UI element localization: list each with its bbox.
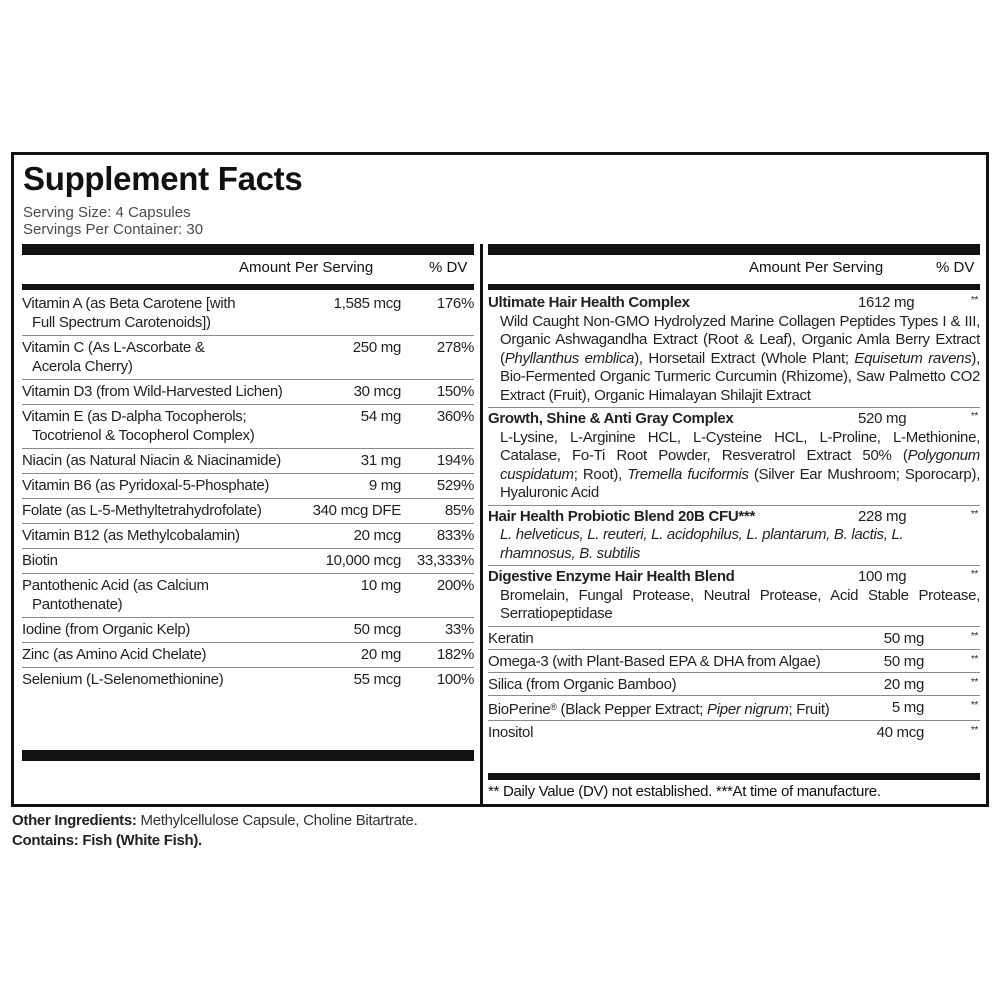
blend-ingredient-text: Phyllanthus emblica: [504, 349, 635, 367]
ingredient-name-part: Piper nigrum: [707, 700, 789, 718]
right-dv-header: % DV: [936, 259, 975, 276]
ingredient-row: [488, 696, 980, 721]
table-row: [22, 380, 474, 405]
blend-ingredient-text: ), Horsetail Extract (Whole Plant;: [634, 349, 855, 367]
left-bottom-rule: [22, 750, 474, 761]
other-ingredients: [12, 811, 417, 851]
nutrient-name: [22, 476, 322, 495]
serving-size: Serving Size: 4 Capsules: [23, 204, 191, 221]
nutrient-dv: 529%: [436, 477, 474, 494]
right-header-rule: [488, 284, 980, 290]
ingredient-amount: 5 mg: [891, 698, 924, 716]
ingredient-name-part: (Black Pepper Extract;: [556, 700, 708, 718]
blend-ingredient-text: Equisetum ravens: [854, 349, 972, 367]
table-row: [22, 474, 474, 499]
blend-ingredient-text: (Silver Ear Mushroom; Sporocarp), Hyaluronic Acid: [500, 465, 981, 501]
blend-dv: **: [970, 569, 978, 580]
nutrient-name-line: Selenium (L-Selenomethionine): [22, 671, 224, 688]
nutrient-name-line: Vitamin B12 (as Methylcobalamin): [22, 527, 240, 544]
blend-ingredient-text: L. helveticus, L. reuteri, L. acidophilus, L. plantarum, B. lactis, L. rhamnosus, B. subtilis: [500, 526, 904, 562]
ingredient-name-part: ; Fruit): [788, 700, 830, 718]
blend-name: Hair Health Probiotic Blend 20B CFU***: [488, 507, 755, 525]
nutrient-name-line: Niacin (as Natural Niacin & Niacinamide): [22, 452, 281, 469]
nutrient-dv: 85%: [444, 502, 474, 519]
ingredient-dv: **: [970, 724, 978, 736]
nutrient-name: [22, 338, 322, 376]
nutrient-name-continued: Acerola Cherry): [32, 358, 133, 375]
nutrient-name: [22, 501, 322, 520]
nutrient-dv: 278%: [436, 339, 474, 356]
page-title: Supplement Facts: [23, 160, 303, 197]
nutrient-name: [22, 294, 322, 332]
nutrient-name: [22, 451, 322, 470]
nutrient-name-line: Vitamin E (as D-alpha Tocopherols;: [22, 408, 247, 425]
nutrient-dv: 182%: [436, 646, 474, 663]
table-row: [22, 499, 474, 524]
nutrient-amount: 54 mg: [360, 408, 401, 425]
blend-ingredients: [488, 587, 980, 624]
right-bottom-rule: [488, 773, 980, 780]
nutrient-name-line: Biotin: [22, 552, 58, 569]
nutrient-dv: 100%: [436, 671, 474, 688]
nutrient-amount: 340 mcg DFE: [312, 502, 401, 519]
other-ingredients-line: [12, 811, 417, 831]
table-row: [22, 292, 474, 336]
table-row: [22, 668, 474, 692]
nutrient-name-line: Vitamin D3 (from Wild-Harvested Lichen): [22, 383, 283, 400]
ingredient-dv: **: [970, 676, 978, 688]
other-ingredients-label: Other Ingredients:: [12, 812, 137, 829]
blend-ingredients: [488, 526, 980, 563]
nutrient-name: [22, 407, 322, 445]
blend-ingredient-text: Bromelain, Fungal Protease, Neutral Protease, Acid Stable Protease, Serratiopeptidase: [500, 586, 980, 622]
blend-dv: **: [970, 508, 978, 520]
blend-ingredient-text: Polygonum cuspidatum: [500, 447, 980, 483]
blend-ingredient-text: Wild Caught Non-GMO Hydrolyzed Marine Collagen Peptides Types I & III, Organic Ashwagandha Extract (Root & Leaf), Organic Amla Berry Extract (: [500, 312, 980, 367]
nutrient-name-line: Vitamin A (as Beta Carotene [with: [22, 295, 236, 312]
right-amount-header: Amount Per Serving: [749, 259, 884, 276]
registered-mark: ®: [550, 701, 557, 712]
nutrient-name-line: Iodine (from Organic Kelp): [22, 621, 191, 638]
ingredient-dv: **: [970, 630, 978, 642]
left-header-rule: [22, 284, 474, 290]
ingredient-amount: 20 mg: [883, 675, 924, 693]
table-row: [22, 549, 474, 574]
nutrient-name: [22, 645, 322, 664]
ingredient-row: [488, 721, 980, 743]
blend-ingredients: [488, 313, 980, 406]
nutrient-name: [22, 576, 322, 614]
nutrient-amount: 55 mcg: [353, 671, 401, 688]
right-top-rule: [488, 244, 980, 255]
nutrient-name: [22, 551, 322, 570]
nutrient-amount: 20 mg: [360, 646, 401, 663]
ingredient-amount: 50 mg: [883, 629, 924, 647]
nutrient-dv: 360%: [436, 408, 474, 425]
ingredient-row: [488, 627, 980, 650]
blend-amount: 228 mg: [858, 507, 907, 525]
contains-label: Contains: Fish (White Fish).: [12, 832, 202, 849]
ingredient-row: [488, 650, 980, 673]
nutrient-dv: 833%: [436, 527, 474, 544]
blend-row: [488, 408, 980, 506]
left-amount-header: Amount Per Serving: [239, 259, 374, 276]
table-row: [22, 405, 474, 449]
ingredient-row: [488, 673, 980, 696]
ingredient-dv: **: [970, 653, 978, 665]
nutrient-name: [22, 526, 322, 545]
table-row: [22, 336, 474, 380]
nutrient-amount: 30 mcg: [353, 383, 401, 400]
nutrient-amount: 31 mg: [360, 452, 401, 469]
table-row: [22, 643, 474, 668]
other-ingredients-text: Methylcellulose Capsule, Choline Bitartrate.: [136, 812, 418, 829]
nutrient-dv: 200%: [436, 577, 474, 594]
ingredient-name-text: Keratin: [488, 629, 534, 647]
nutrient-name-continued: Full Spectrum Carotenoids]): [32, 314, 211, 331]
nutrient-name-line: Folate (as L-5-Methyltetrahydrofolate): [22, 502, 262, 519]
nutrient-amount: 20 mcg: [353, 527, 401, 544]
ingredient-name-text: Omega-3 (with Plant-Based EPA & DHA from Algae): [488, 652, 821, 670]
nutrient-amount: 9 mg: [368, 477, 401, 494]
blend-row: [488, 506, 980, 567]
dv-footnote: ** Daily Value (DV) not established. ***At time of manufacture.: [488, 783, 881, 800]
left-top-rule: [22, 244, 474, 255]
blend-row: [488, 292, 980, 408]
blend-amount: 520 mg: [858, 410, 907, 427]
allergen-line: [12, 831, 417, 851]
nutrient-name-line: Zinc (as Amino Acid Chelate): [22, 646, 207, 663]
blend-dv: **: [970, 411, 978, 422]
nutrient-amount: 50 mcg: [353, 621, 401, 638]
nutrient-dv: 150%: [436, 383, 474, 400]
nutrient-name-line: Vitamin B6 (as Pyridoxal-5-Phosphate): [22, 477, 270, 494]
column-divider: [480, 244, 483, 807]
ingredient-amount: 40 mcg: [876, 723, 924, 741]
blend-amount: 1612 mg: [858, 294, 915, 311]
nutrient-name-continued: Tocotrienol & Tocopherol Complex): [32, 427, 255, 444]
nutrient-dv: 194%: [436, 452, 474, 469]
table-row: [22, 574, 474, 618]
blend-name: Digestive Enzyme Hair Health Blend: [488, 568, 735, 585]
ingredient-dv: **: [970, 699, 978, 711]
nutrient-amount: 1,585 mcg: [333, 295, 401, 312]
ingredient-name-part: BioPerine: [488, 700, 551, 718]
supplement-facts-panel: [11, 152, 989, 807]
ingredient-name-text: Inositol: [488, 723, 534, 741]
nutrient-dv: 176%: [436, 295, 474, 312]
blend-row: [488, 566, 980, 627]
ingredient-name-text: Silica (from Organic Bamboo): [488, 675, 677, 693]
blends-table: [488, 292, 980, 743]
nutrient-amount: 250 mg: [352, 339, 401, 356]
blend-name: Ultimate Hair Health Complex: [488, 294, 690, 311]
nutrient-name: [22, 620, 322, 639]
blend-ingredient-text: ; Root),: [573, 465, 628, 483]
blend-name: Growth, Shine & Anti Gray Complex: [488, 410, 734, 427]
ingredient-amount: 50 mg: [883, 652, 924, 670]
servings-per-container: Servings Per Container: 30: [23, 221, 204, 238]
nutrient-name-continued: Pantothenate): [32, 596, 123, 613]
nutrient-name: [22, 382, 322, 401]
blend-amount: 100 mg: [858, 568, 907, 585]
nutrient-name-line: Pantothenic Acid (as Calcium: [22, 577, 209, 594]
blend-ingredient-text: Tremella fuciformis: [627, 465, 749, 483]
nutrient-name: [22, 670, 322, 689]
left-dv-header: % DV: [429, 259, 468, 276]
nutrient-name-line: Vitamin C (As L-Ascorbate &: [22, 339, 205, 356]
table-row: [22, 449, 474, 474]
blend-ingredients: [488, 429, 980, 503]
blend-dv: **: [970, 295, 978, 306]
nutrient-dv: 33,333%: [416, 552, 474, 569]
table-row: [22, 618, 474, 643]
nutrient-amount: 10,000 mcg: [325, 552, 401, 569]
table-row: [22, 524, 474, 549]
nutrient-dv: 33%: [444, 621, 474, 638]
vitamins-table: [22, 292, 474, 692]
nutrient-amount: 10 mg: [360, 577, 401, 594]
blend-ingredient-text: L-Lysine, L-Arginine HCL, L-Cysteine HCL, L-Proline, L-Methionine, Catalase, Fo-Ti Root Powder, Resveratrol Extract 50% (: [500, 428, 980, 464]
blend-ingredient-text: ), Bio-Fermented Organic Turmeric Curcumin (Rhizome), Saw Palmetto CO2 Extract (Fruit), Organic Himalayan Shilajit Extract: [500, 349, 980, 404]
